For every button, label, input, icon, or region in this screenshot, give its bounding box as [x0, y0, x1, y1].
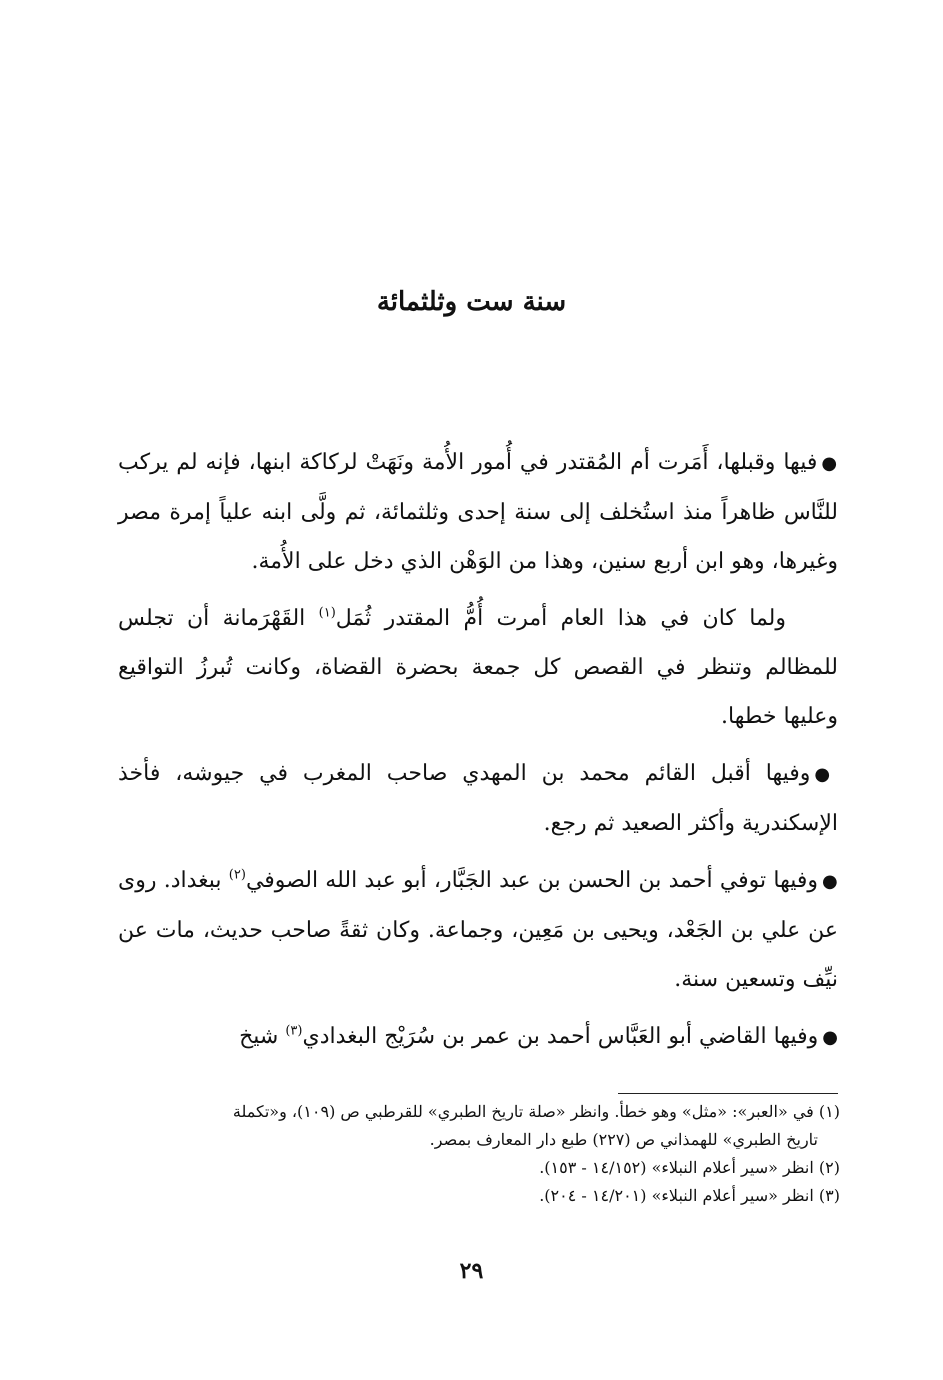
bullet-icon: ● [814, 764, 838, 785]
footnote-1: (١) في «العبر»: «مثل» وهو خطأ. وانظر «صلة تاريخ الطبري» للقرطبي ص (١٠٩)، و«تكملة [232, 1102, 840, 1121]
footnote-ref-3: (٣) [285, 1023, 303, 1039]
bullet-icon: ● [822, 1027, 838, 1048]
paragraph-1 [118, 438, 838, 586]
page-number: ٢٩ [459, 1258, 484, 1284]
paragraph-text: وفيها القاضي أبو العَبَّاس أحمد بن عمر بن سُرَيْج البغدادي [302, 1024, 819, 1049]
footnote-2: (٢) انظر «سير أعلام النبلاء» (١٤/١٥٢ - ١٥٣). [539, 1158, 840, 1177]
paragraph-text: فيها وقبلها، أَمَرت أم المُقتدر في أُمور الأُمة ونَهَتْ لركاكة ابنها، فإنه لم يركب للنَّاس ظاهراً منذ استُخلف إلى سنة إحدى وثلثمائة، ثم ولَّى ابنه علياً إمرة مصر وغيرها، وهو ابن أربع سنين، وهذا من الوَهْن الذي دخل على الأُمة. [118, 450, 838, 574]
bullet-icon: ● [822, 871, 838, 892]
paragraph-text: وفيها أقبل القائم محمد بن المهدي صاحب المغرب في جيوشه، فأخذ الإسكندرية وأكثر الصعيد ثم رجع. [118, 761, 838, 836]
paragraph-2 [118, 594, 838, 741]
paragraph-text: شيخ [239, 1024, 286, 1049]
paragraph-text: القَهْرَمانة أن تجلس للمظالم وتنظر في القصص كل جمعة بحضرة القضاة، وكانت تُبرزُ التواقيع وعليها خطها. [118, 606, 838, 729]
paragraph-text: وفيها توفي أحمد بن الحسن بن عبد الجَبَّار، أبو عبد الله الصوفي [245, 868, 819, 893]
footnote-ref-1: (١) [318, 605, 336, 621]
footnotes [118, 1098, 840, 1210]
paragraph-text: ولما كان في هذا العام أمرت أُمُّ المقتدر ثُمَل [335, 606, 786, 631]
bullet-icon: ● [821, 453, 838, 474]
body-text [118, 438, 838, 1070]
chapter-title: سنة ست وثلثمائة [376, 287, 567, 317]
footnote-ref-2: (٢) [228, 867, 246, 883]
paragraph-3 [118, 749, 838, 848]
footnote-1-continued: تاريخ الطبري» للهمذاني ص (٢٢٧) طبع دار المعارف بمصر. [429, 1130, 818, 1149]
footnote-separator [618, 1093, 838, 1094]
footnote-3: (٣) انظر «سير أعلام النبلاء» (١٤/٢٠١ - ٢٠٤). [539, 1186, 840, 1205]
paragraph-5 [118, 1012, 838, 1062]
paragraph-text: ببغداد. روى عن علي بن الجَعْد، ويحيى بن مَعِين، وجماعة. وكان ثقةً صاحب حديث، مات عن نيِّف وتسعين سنة. [118, 868, 838, 992]
paragraph-4 [118, 856, 838, 1004]
